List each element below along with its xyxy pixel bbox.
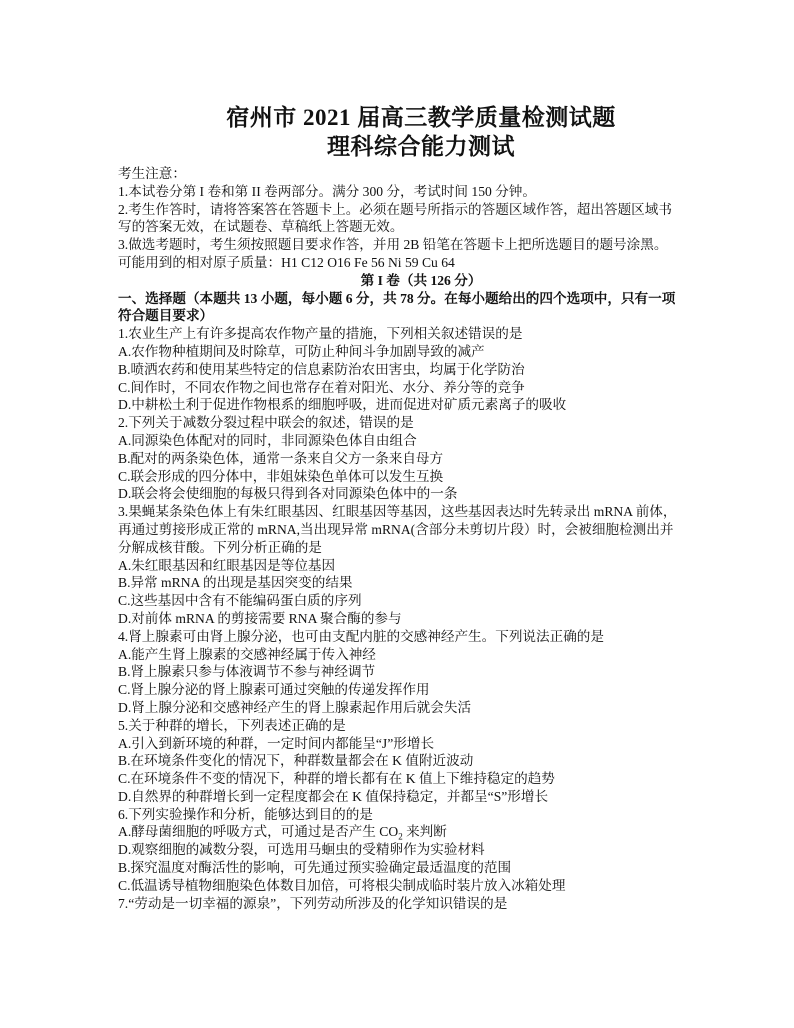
- section-instruction-line-2: 符合题目要求）: [118, 308, 214, 324]
- question-stem-line-2: 再通过剪接形成正常的 mRNA,当出现异常 mRNA(含部分未剪切片段）时，会被细胞检测出并: [118, 521, 674, 537]
- option-b: B.探究温度对酶活性的影响，可先通过预实验确定最适温度的范围: [118, 860, 512, 876]
- question-1: [118, 325, 724, 414]
- option-a-text: A.酵母菌细胞的呼吸方式，可通过是否产生 CO: [118, 824, 399, 840]
- notice-item-2-line-1: 2.考生作答时，请将答案答在答题卡上。必须在题号所指示的答题区域作答，超出答题区域书: [118, 201, 672, 217]
- option-a: A.能产生肾上腺素的交感神经属于传入神经: [118, 646, 376, 662]
- exam-title: 宿州市 2021 届高三教学质量检测试题: [226, 105, 616, 130]
- notice-item-3: 3.做选考题时，考生须按照题目要求作答，并用 2B 铅笔在答题卡上把所选题目的题号涂黑。: [118, 237, 668, 253]
- question-7: [118, 895, 724, 913]
- notice-item-2-line-2: 写的答案无效，在试题卷、草稿纸上答题无效。: [118, 219, 404, 235]
- option-c: C.肾上腺分泌的肾上腺素可通过突触的传递发挥作用: [118, 682, 430, 698]
- exam-subtitle: 理科综合能力测试: [327, 134, 515, 159]
- question-stem: 6.下列实验操作和分析，能够达到目的的是: [118, 806, 373, 822]
- option-a: A.农作物种植期间及时除草，可防止种间斗争加剧导致的减产: [118, 343, 485, 359]
- option-b: B.在环境条件变化的情况下，种群数量都会在 K 值附近波动: [118, 753, 474, 769]
- option-a: A.引入到新环境的种群，一定时间内都能呈“J”形增长: [118, 735, 435, 751]
- option-d: D.对前体 mRNA 的剪接需要 RNA 聚合酶的参与: [118, 610, 402, 626]
- question-stem-line-1: 3.果蝇某条染色体上有朱红眼基因、红眼基因等基因，这些基因表达时先转录出 mRNA 前体，: [118, 504, 677, 520]
- option-a: A.同源染色体配对的同时，非同源染色体自由组合: [118, 432, 417, 448]
- option-c: C.联会形成的四分体中，非姐妹染色单体可以发生互换: [118, 468, 444, 484]
- option-d: D.观察细胞的减数分裂，可选用马蛔虫的受精卵作为实验材料: [118, 842, 485, 858]
- option-a: A.朱红眼基因和红眼基因是等位基因: [118, 557, 336, 573]
- question-3: [118, 503, 724, 628]
- option-c: C.间作时，不同农作物之间也常存在着对阳光、水分、养分等的竞争: [118, 379, 525, 395]
- question-stem: 4.肾上腺素可由肾上腺分泌，也可由支配内脏的交感神经产生。下列说法正确的是: [118, 628, 604, 644]
- notice-heading: 考生注意：: [118, 166, 186, 181]
- option-c: C.在环境条件不变的情况下，种群的增长都有在 K 值上下维持稳定的趋势: [118, 771, 555, 787]
- notice-block: [118, 165, 724, 272]
- question-4: [118, 628, 724, 717]
- question-stem-line-3: 分解成核苷酸。下列分析正确的是: [118, 539, 322, 555]
- question-stem: 1.农业生产上有许多提高农作物产量的措施，下列相关叙述错误的是: [118, 326, 523, 342]
- question-stem: 2.下列关于减数分裂过程中联会的叙述，错误的是: [118, 415, 414, 431]
- option-d: D.联会将会使细胞的每极只得到各对同源染色体中的一条: [118, 486, 458, 502]
- option-d: D.肾上腺分泌和交感神经产生的肾上腺素起作用后就会失活: [118, 699, 472, 715]
- option-b: B.异常 mRNA 的出现是基因突变的结果: [118, 575, 353, 591]
- atomic-masses: 可能用到的相对原子质量：H1 C12 O16 Fe 56 Ni 59 Cu 64: [118, 254, 455, 270]
- section-instruction-line-1: 一、选择题（本题共 13 小题，每小题 6 分，共 78 分。在每小题给出的四个选项中，只有一项: [118, 290, 676, 306]
- co2-subscript: 2: [398, 832, 403, 843]
- question-stem: 5.关于种群的增长，下列表述正确的是: [118, 717, 346, 733]
- option-d: D.中耕松土利于促进作物根系的细胞呼吸，进而促进对矿质元素离子的吸收: [118, 397, 567, 413]
- option-a-text-end: 来判断: [402, 824, 447, 840]
- option-b: B.喷洒农药和使用某些特定的信息素防治农田害虫，均属于化学防治: [118, 361, 525, 377]
- question-5: [118, 717, 724, 806]
- option-d: D.自然界的种群增长到一定程度都会在 K 值保持稳定，并都呈“S”形增长: [118, 788, 549, 804]
- question-stem: 7.“劳动是一切幸福的源泉”，下列劳动所涉及的化学知识错误的是: [118, 895, 508, 911]
- notice-item-1: 1.本试卷分第 I 卷和第 II 卷两部分。满分 300 分，考试时间 150 分钟。: [118, 183, 536, 199]
- option-a: [118, 823, 724, 841]
- option-b: B.配对的两条染色体，通常一条来自父方一条来自母方: [118, 450, 444, 466]
- section-title: 第 I 卷（共 126 分）: [360, 272, 482, 288]
- question-6: [118, 806, 724, 895]
- question-2: [118, 414, 724, 503]
- option-c: C.低温诱导植物细胞染色体数目加倍，可将根尖制成临时装片放入冰箱处理: [118, 877, 566, 893]
- option-b: B.肾上腺素只参与体液调节不参与神经调节: [118, 664, 376, 680]
- option-c: C.这些基因中含有不能编码蛋白质的序列: [118, 593, 362, 609]
